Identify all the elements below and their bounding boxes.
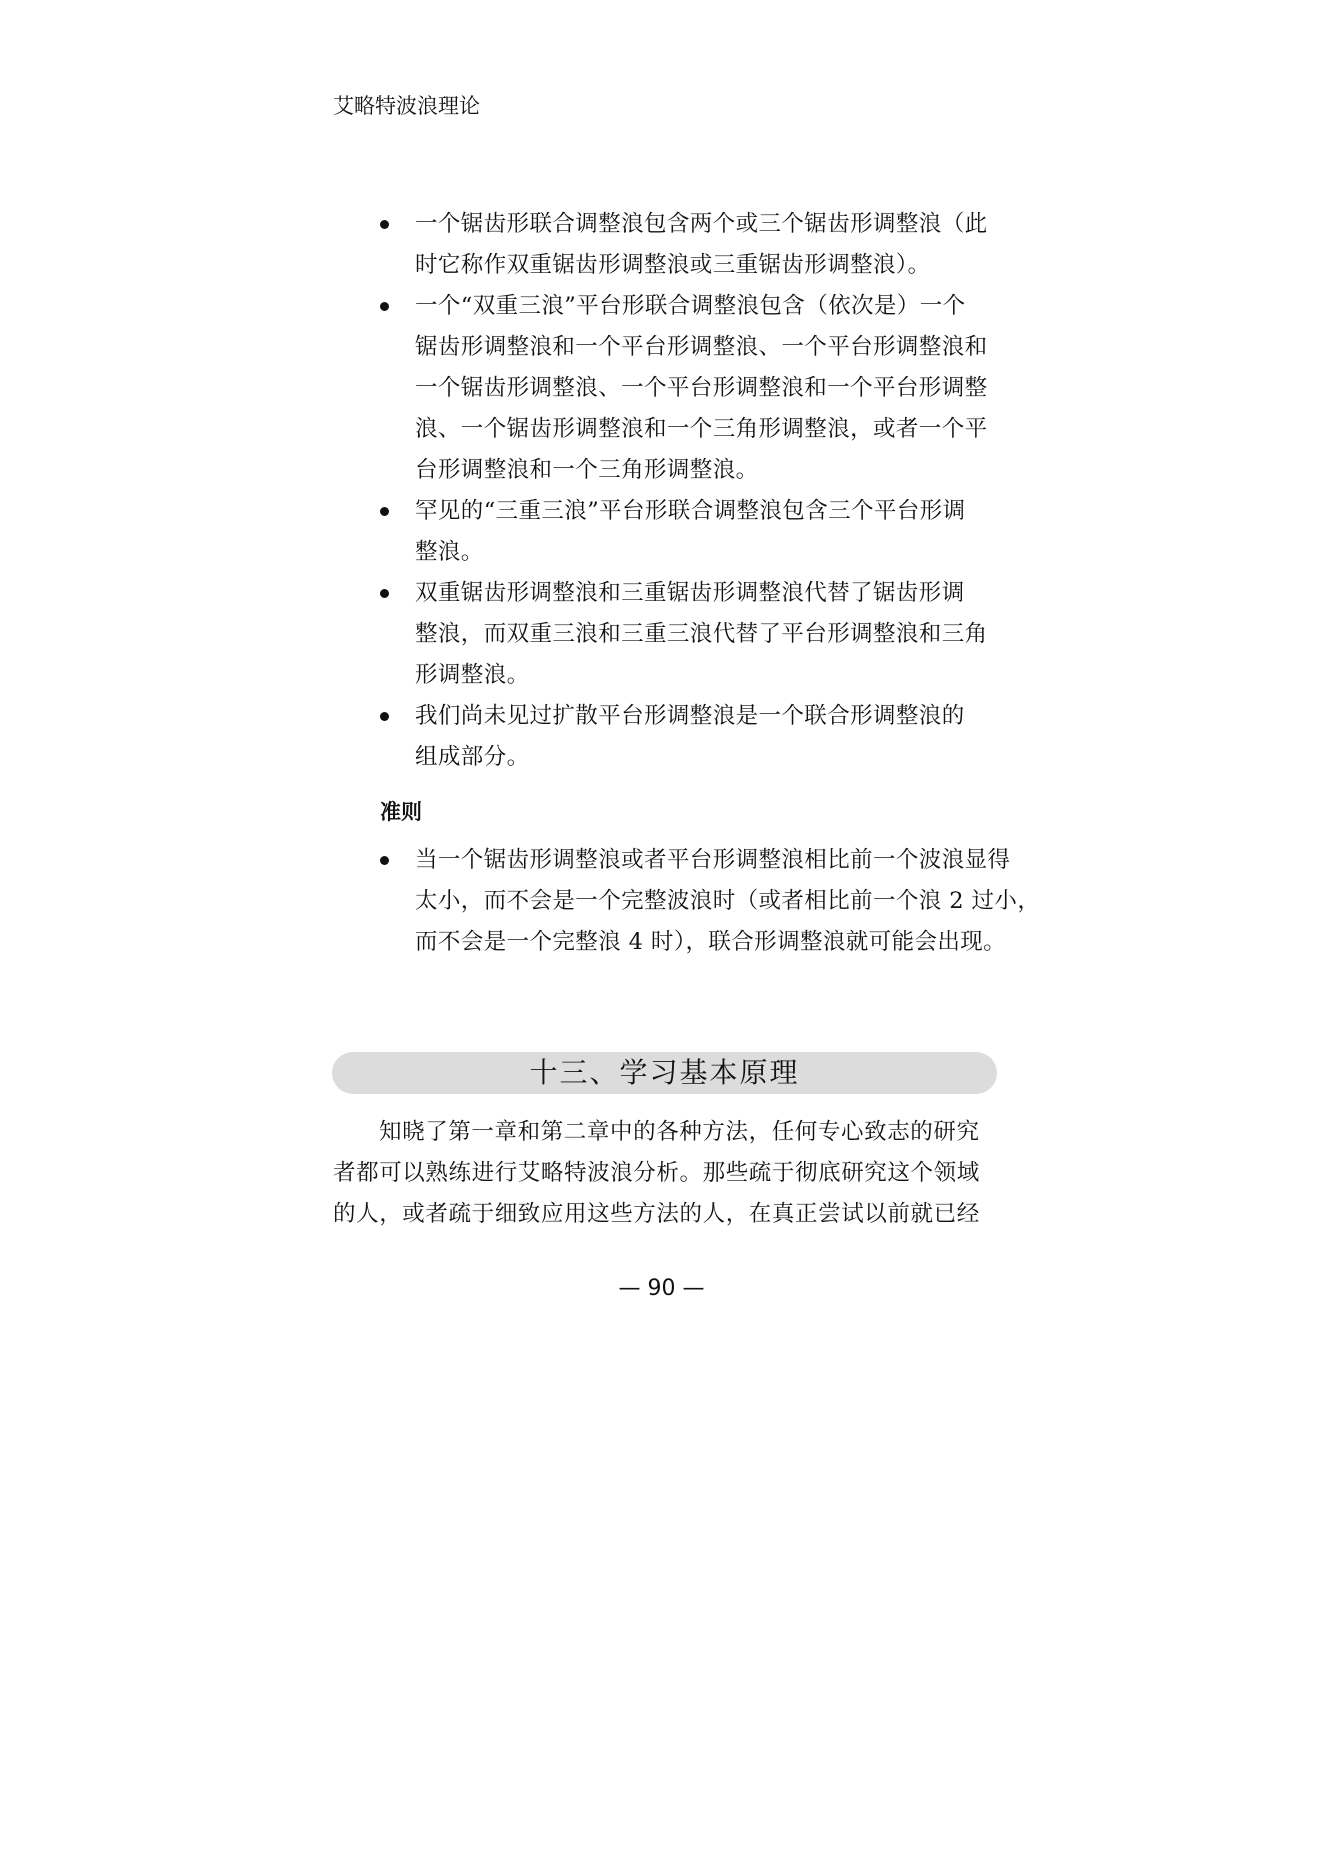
- rule-list: [380, 840, 1041, 963]
- list-item: [380, 840, 1041, 963]
- list-item: [380, 491, 1000, 573]
- text-line: 时它称作双重锯齿形调整浪或三重锯齿形调整浪）。: [415, 252, 931, 278]
- section-paragraph: [333, 1112, 998, 1235]
- text-line: 整浪。: [415, 539, 484, 565]
- text-line: 台形调整浪和一个三角形调整浪。: [415, 457, 759, 483]
- page-number: — 90 —: [618, 1276, 705, 1301]
- text-line: 当一个锯齿形调整浪或者平台形调整浪相比前一个波浪显得: [415, 847, 1011, 873]
- text-line: 形调整浪。: [415, 662, 530, 688]
- bullet-icon: [380, 507, 389, 516]
- bullet-list: [380, 204, 1000, 778]
- text-line: 知晓了第一章和第二章中的各种方法，任何专心致志的研究: [379, 1119, 980, 1145]
- bullet-icon: [380, 220, 389, 229]
- bullet-icon: [380, 589, 389, 598]
- text-line: 而不会是一个完整浪 4 时），联合形调整浪就可能会出现。: [415, 929, 1007, 955]
- list-item: [380, 204, 1000, 286]
- text-line: 一个锯齿形联合调整浪包含两个或三个锯齿形调整浪（此: [415, 211, 988, 237]
- text-line: 锯齿形调整浪和一个平台形调整浪、一个平台形调整浪和: [415, 334, 988, 360]
- list-item: [380, 573, 1000, 696]
- text-line: 一个锯齿形调整浪、一个平台形调整浪和一个平台形调整: [415, 375, 988, 401]
- running-head: 艾略特波浪理论: [333, 94, 480, 118]
- bullet-icon: [380, 302, 389, 311]
- list-item: [380, 696, 1000, 778]
- text-line: 一个“双重三浪”平台形联合调整浪包含（依次是）一个: [415, 293, 966, 319]
- text-line: 整浪，而双重三浪和三重三浪代替了平台形调整浪和三角: [415, 621, 988, 647]
- text-line: 罕见的“三重三浪”平台形联合调整浪包含三个平台形调: [415, 498, 966, 524]
- text-line: 双重锯齿形调整浪和三重锯齿形调整浪代替了锯齿形调: [415, 580, 965, 606]
- text-line: 太小，而不会是一个完整波浪时（或者相比前一个浪 2 过小，: [415, 888, 1041, 914]
- text-line: 组成部分。: [415, 744, 530, 770]
- text-line: 我们尚未见过扩散平台形调整浪是一个联合形调整浪的: [415, 703, 965, 729]
- list-item: [380, 286, 1000, 491]
- text-line: 浪、一个锯齿形调整浪和一个三角形调整浪，或者一个平: [415, 416, 988, 442]
- section-title: 十三、学习基本原理: [529, 1056, 800, 1089]
- bullet-icon: [380, 856, 389, 865]
- text-line: 者都可以熟练进行艾略特波浪分析。那些疏于彻底研究这个领域: [333, 1160, 980, 1186]
- section-banner: [332, 1052, 997, 1094]
- text-line: 的人，或者疏于细致应用这些方法的人，在真正尝试以前就已经: [333, 1201, 980, 1227]
- bullet-icon: [380, 712, 389, 721]
- rule-heading: 准则: [380, 800, 422, 824]
